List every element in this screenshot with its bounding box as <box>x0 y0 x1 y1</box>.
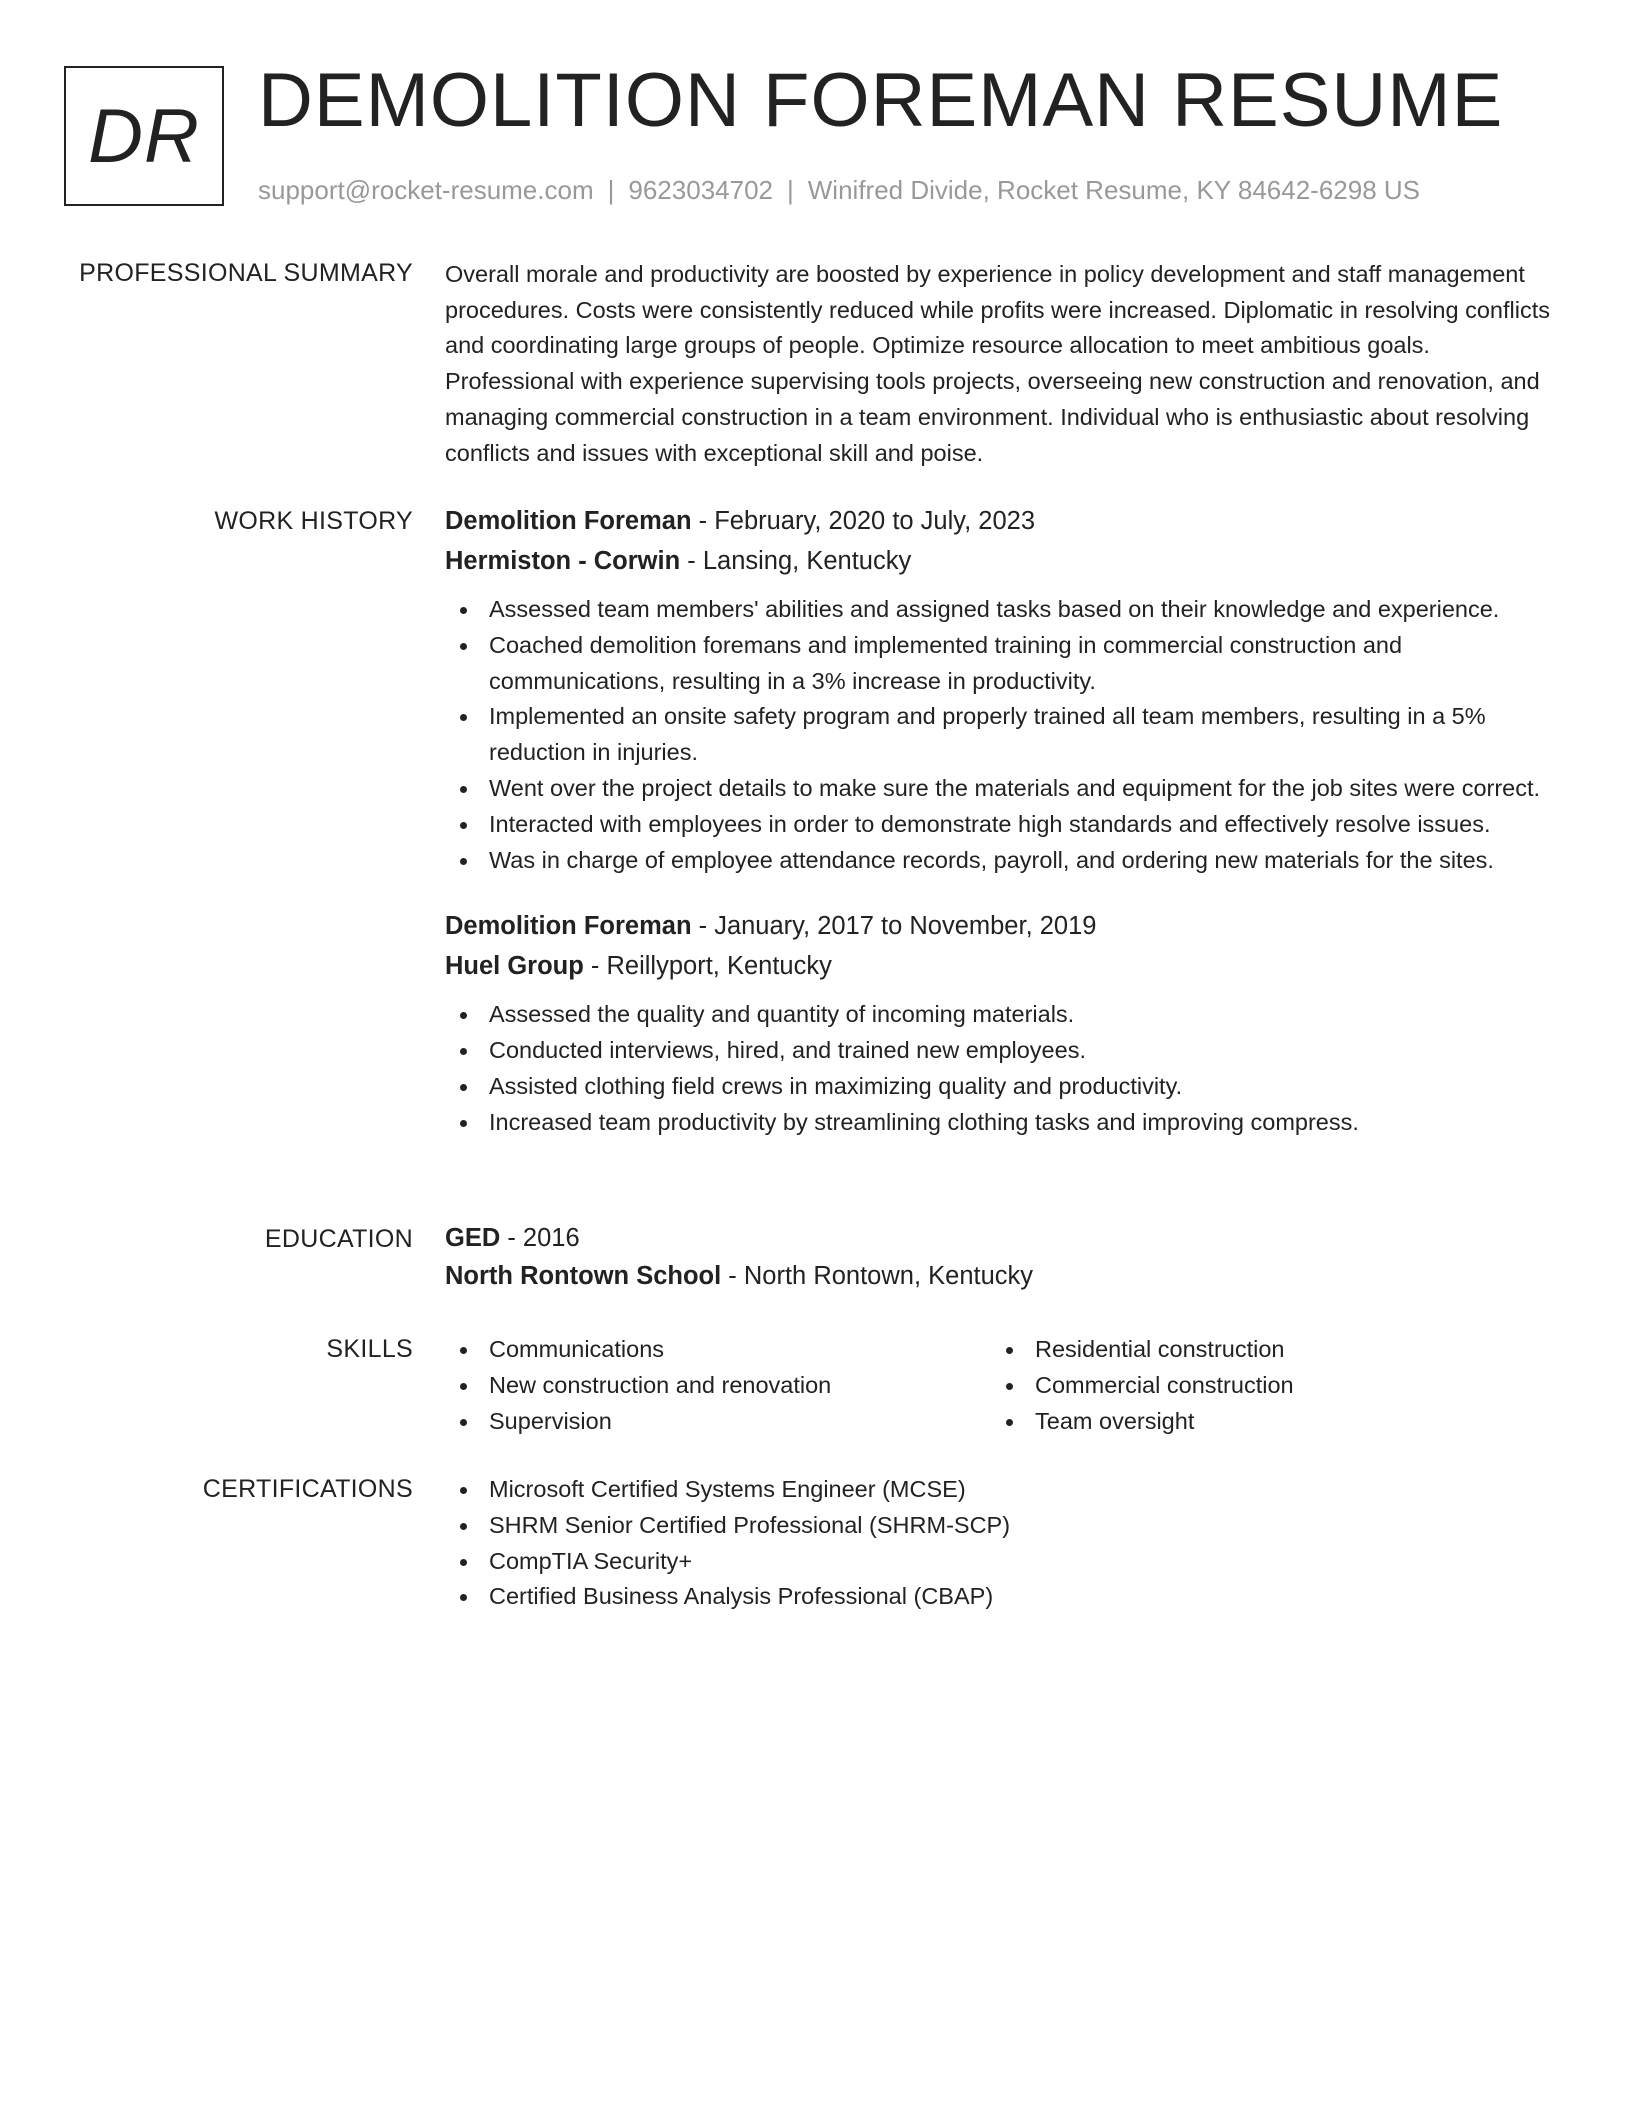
monogram-box <box>64 66 224 206</box>
monogram-initials: DR <box>88 93 200 179</box>
skills-column-left <box>445 1332 991 1439</box>
list-item: Implemented an onsite safety program and properly trained all team members, resulting in a 5% reduction in injuries. <box>445 699 1555 771</box>
work-history-body <box>445 501 1555 1141</box>
contact-separator: | <box>787 175 794 205</box>
list-item: Coached demolition foremans and implemented training in commercial construction and communications, resulting in a 3% increase in productivity. <box>445 628 1555 700</box>
list-item: Assessed team members' abilities and assigned tasks based on their knowledge and experience. <box>445 592 1555 628</box>
job-location: - Lansing, Kentucky <box>680 547 912 575</box>
contact-phone: 9623034702 <box>628 175 773 205</box>
contact-separator: | <box>607 175 615 205</box>
job-bullets <box>445 997 1555 1140</box>
list-item: Communications <box>445 1332 991 1368</box>
education-location: - North Rontown, Kentucky <box>721 1262 1034 1290</box>
resume-title: DEMOLITION FOREMAN RESUME <box>258 58 1504 143</box>
list-item: Went over the project details to make sure the materials and equipment for the job sites were correct. <box>445 771 1555 807</box>
job-dates: - January, 2017 to November, 2019 <box>691 912 1097 941</box>
list-item: SHRM Senior Certified Professional (SHRM-SCP) <box>445 1508 1555 1544</box>
section-label-work-history: WORK HISTORY <box>214 507 413 535</box>
education-year: - 2016 <box>500 1224 580 1252</box>
section-label-certifications: CERTIFICATIONS <box>202 1475 413 1503</box>
job-company: Hermiston - Corwin <box>445 547 681 575</box>
education-school-line <box>445 1257 1555 1295</box>
list-item: Assisted clothing field crews in maximizing quality and productivity. <box>445 1069 1555 1105</box>
list-item: Commercial construction <box>991 1368 1537 1404</box>
job-company-line <box>445 541 1555 581</box>
job-title: Demolition Foreman <box>445 507 692 535</box>
job-company: Huel Group <box>445 952 584 981</box>
job-dates: - February, 2020 to July, 2023 <box>691 507 1036 535</box>
skills-body <box>445 1332 1555 1439</box>
job-title: Demolition Foreman <box>445 912 692 941</box>
section-label-summary: PROFESSIONAL SUMMARY <box>79 259 413 287</box>
summary-text: Overall morale and productivity are boosted by experience in policy development and staff management procedures. Costs were consistently reduced while profits were increased. Diplomatic in resolving conflicts and coordinating large groups of people. Optimize resource allocation to meet ambitious goals. Professional with experience supervising tools projects, overseeing new construction and renovation, and managing commercial construction in a team environment. Individual who is enthusiastic about resolving conflicts and issues with exceptional skill and poise. <box>445 261 1550 466</box>
job-company-line <box>445 946 1555 986</box>
summary-body <box>445 257 1555 471</box>
certifications-list <box>445 1472 1555 1615</box>
section-label-education: EDUCATION <box>264 1225 413 1253</box>
list-item: New construction and renovation <box>445 1368 991 1404</box>
list-item: Interacted with employees in order to demonstrate high standards and effectively resolve issues. <box>445 807 1555 843</box>
education-degree: GED <box>445 1224 501 1252</box>
skills-grid <box>445 1332 1555 1439</box>
education-body <box>445 1219 1555 1295</box>
list-item: Team oversight <box>991 1404 1537 1440</box>
list-item: Microsoft Certified Systems Engineer (MCSE) <box>445 1472 1555 1508</box>
list-item: CompTIA Security+ <box>445 1544 1555 1580</box>
list-item: Assessed the quality and quantity of incoming materials. <box>445 997 1555 1033</box>
list-item: Certified Business Analysis Professional (CBAP) <box>445 1579 1555 1615</box>
education-school: North Rontown School <box>445 1262 722 1290</box>
education-degree-line <box>445 1219 1555 1257</box>
job-title-line <box>445 906 1555 946</box>
contact-email: support@rocket-resume.com <box>258 175 594 205</box>
job-bullets <box>445 592 1555 878</box>
contact-address: Winifred Divide, Rocket Resume, KY 84642-6298 US <box>807 175 1421 205</box>
list-item: Increased team productivity by streamlining clothing tasks and improving compress. <box>445 1105 1555 1141</box>
certifications-body <box>445 1472 1555 1615</box>
job-entry <box>445 906 1555 1140</box>
list-item: Was in charge of employee attendance records, payroll, and ordering new materials for the sites. <box>445 843 1555 879</box>
job-title-line <box>445 501 1555 541</box>
contact-line <box>258 174 1420 206</box>
job-location: - Reillyport, Kentucky <box>583 952 832 981</box>
list-item: Residential construction <box>991 1332 1537 1368</box>
skills-column-right <box>991 1332 1537 1439</box>
list-item: Conducted interviews, hired, and trained new employees. <box>445 1033 1555 1069</box>
section-label-skills: SKILLS <box>326 1335 413 1363</box>
job-entry <box>445 501 1555 878</box>
list-item: Supervision <box>445 1404 991 1440</box>
